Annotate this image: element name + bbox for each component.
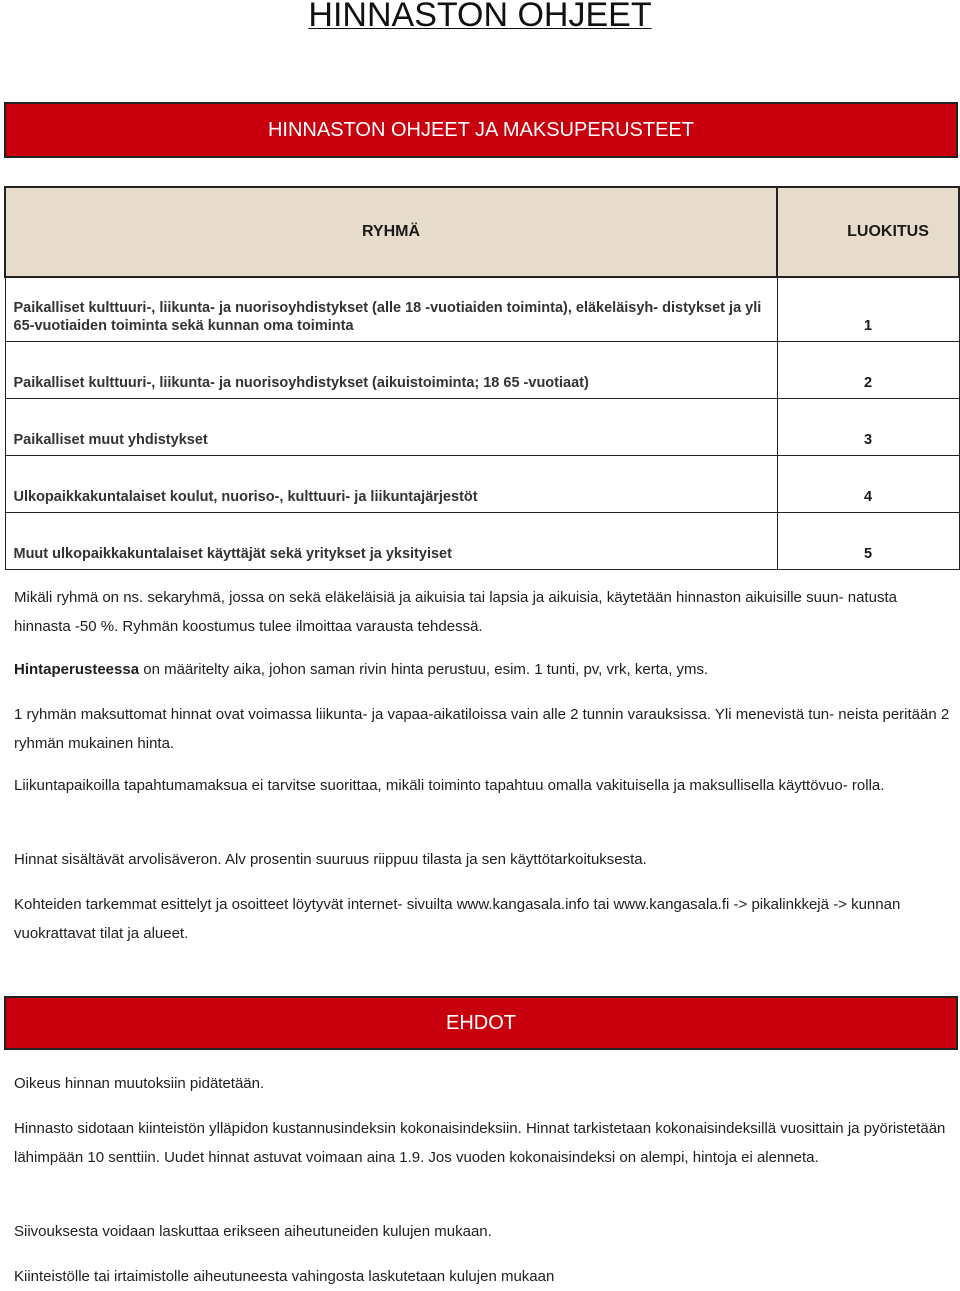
note-price-basis-text: on määritelty aika, johon saman rivin hinta perustuu, esim. 1 tunti, pv, vrk, kerta, yms. bbox=[139, 661, 709, 678]
note-mixed-group: Mikäli ryhmä on ns. sekaryhmä, jossa on sekä eläkeläisiä ja aikuisia tai lapsia ja aikuisia, käytetään hinnaston aikuisille suun- natusta hinnasta -50 %. Ryhmän koostumus tulee ilmoittaa varausta tehdessä. bbox=[14, 589, 897, 635]
section-banner-label: HINNASTON OHJEET JA MAKSUPERUSTEET bbox=[267, 118, 694, 141]
note-websites: Kohteiden tarkemmat esittelyt ja osoitteet löytyvät internet- sivuilta www.kangasala.info tai www.kangasala.fi -> pikalinkkejä -> kunnan vuokrattavat tilat ja alueet. bbox=[14, 896, 901, 942]
term-cleaning: Siivouksesta voidaan laskuttaa erikseen aiheutuneiden kulujen mukaan. bbox=[14, 1223, 492, 1240]
note-event-fee: Liikuntapaikoilla tapahtumamaksua ei tarvitse suorittaa, mikäli toiminto tapahtuu omalla vakituisella ja maksullisella käyttövuo- rolla. bbox=[14, 777, 885, 794]
table-header-row bbox=[5, 187, 959, 277]
group-class: 5 bbox=[777, 513, 959, 570]
group-class: 3 bbox=[777, 399, 959, 456]
group-name: Ulkopaikkakuntalaiset koulut, nuoriso-, kulttuuri- ja liikuntajärjestöt bbox=[5, 456, 777, 513]
table-row bbox=[5, 277, 959, 342]
column-header-group: RYHMÄ bbox=[5, 187, 777, 277]
note-free-prices: 1 ryhmän maksuttomat hinnat ovat voimassa liikunta- ja vapaa-aikatiloissa vain alle 2 tunnin varauksissa. Yli menevistä tun- neista peritään 2 ryhmän mukainen hinta. bbox=[14, 706, 950, 752]
note-price-basis-term: Hintaperusteessa bbox=[14, 661, 140, 678]
table-row bbox=[5, 456, 959, 513]
group-name: Muut ulkopaikkakuntalaiset käyttäjät sekä yritykset ja yksityiset bbox=[5, 513, 777, 570]
note-price-basis bbox=[14, 655, 950, 684]
section-banner-pricing bbox=[4, 102, 958, 158]
group-name: Paikalliset kulttuuri-, liikunta- ja nuorisoyhdistykset (aikuistoiminta; 18 65 -vuotiaat) bbox=[5, 342, 777, 399]
group-class: 4 bbox=[777, 456, 959, 513]
group-name: Paikalliset muut yhdistykset bbox=[5, 399, 777, 456]
note-vat: Hinnat sisältävät arvolisäveron. Alv prosentin suuruus riippuu tilasta ja sen käyttötarkoituksesta. bbox=[14, 851, 647, 868]
group-name: Paikalliset kulttuuri-, liikunta- ja nuorisoyhdistykset (alle 18 -vuotiaiden toiminta), eläkeläisyh- distykset ja yli 65-vuotiaiden toiminta sekä kunnan oma toiminta bbox=[5, 277, 777, 342]
customer-group-table bbox=[4, 186, 960, 570]
section-banner-label: EHDOT bbox=[446, 1011, 516, 1034]
group-class: 2 bbox=[777, 342, 959, 399]
table-row bbox=[5, 513, 959, 570]
term-index: Hinnasto sidotaan kiinteistön ylläpidon kustannusindeksin kokonaisindeksiin. Hinnat tarkistetaan kokonaisindeksillä vuosittain ja pyöristetään lähimpään 10 senttiin. Uudet hinnat astuvat voimaan aina 1.9. Jos vuoden kokonaisindeksi on alempi, hintoja ei alenneta. bbox=[14, 1120, 946, 1166]
term-damages: Kiinteistölle tai irtaimistolle aiheutuneesta vahingosta laskutetaan kulujen mukaan bbox=[14, 1268, 555, 1285]
term-price-changes: Oikeus hinnan muutoksiin pidätetään. bbox=[14, 1075, 265, 1092]
column-header-class: LUOKITUS bbox=[777, 187, 959, 277]
table-row bbox=[5, 399, 959, 456]
group-class: 1 bbox=[777, 277, 959, 342]
page-title: HINNASTON OHJEET bbox=[308, 0, 652, 34]
section-banner-terms bbox=[4, 996, 958, 1050]
table-row bbox=[5, 342, 959, 399]
